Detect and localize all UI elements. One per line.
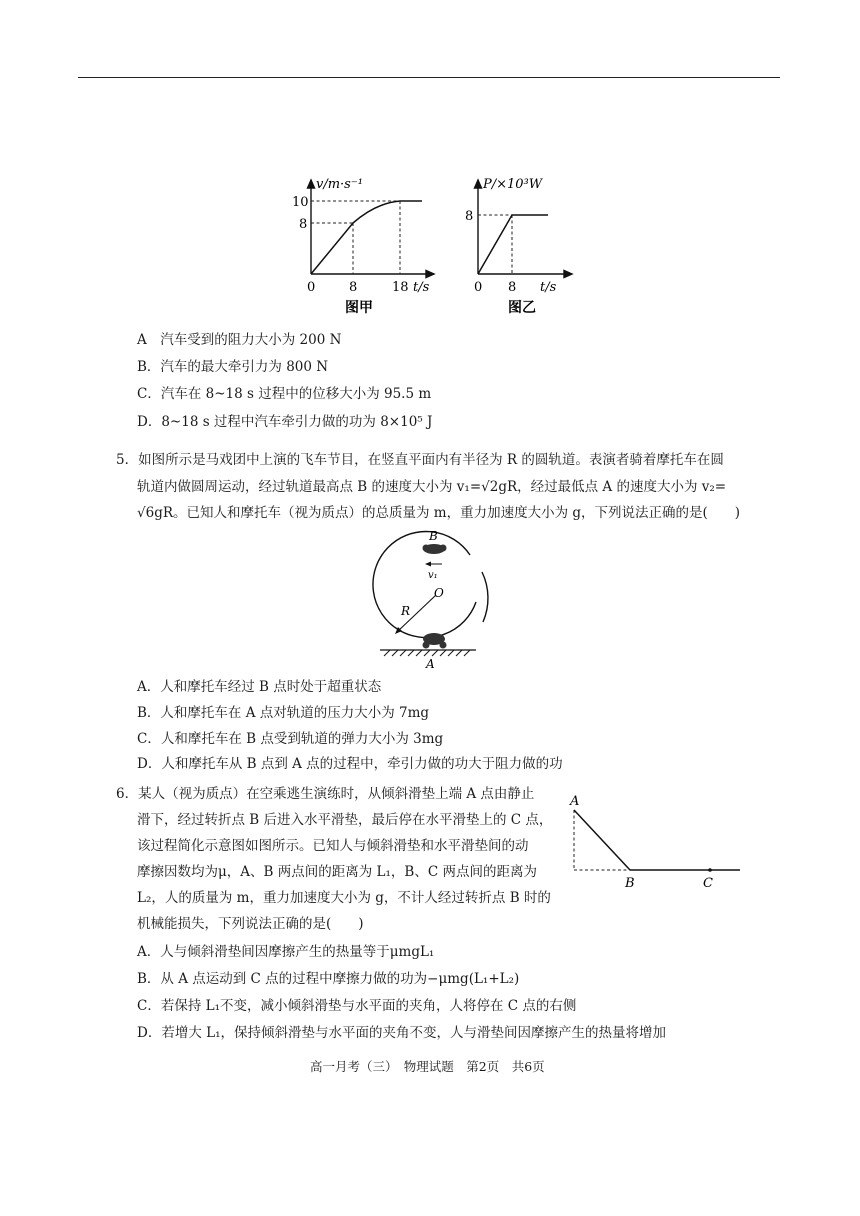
header-rule	[78, 77, 780, 78]
y-axis-label: v/m·s⁻¹	[316, 177, 363, 192]
q6-option-a: A．人与倾斜滑垫间因摩擦产生的热量等于μmgL₁	[137, 944, 435, 960]
q4-option-c: C．汽车在 8~18 s 过程中的位移大小为 95.5 m	[137, 386, 432, 402]
label-v1: v₁	[428, 570, 438, 581]
q5-stem-line3: √6gR。已知人和摩托车（视为质点）的总质量为 m，重力加速度大小为 g，下列说法正确的是( )	[137, 505, 741, 521]
q6-option-b: B．从 A 点运动到 C 点的过程中摩擦力做的功为−μmg(L₁+L₂)	[137, 971, 520, 987]
label-a: A	[426, 657, 435, 671]
y-tick-8: 8	[465, 209, 474, 224]
q5-option-c: C．人和摩托车在 B 点受到轨道的弹力大小为 3mg	[137, 731, 444, 747]
x-tick-18: 18	[392, 280, 409, 295]
graph-yi	[460, 172, 590, 322]
label-r: R	[401, 604, 411, 618]
q6-stem-line1: 6．某人（视为质点）在空乘逃生演练时，从倾斜滑垫上端 A 点由静止	[116, 786, 535, 802]
p-t-curve	[478, 215, 548, 274]
slide-figure	[562, 790, 747, 895]
q4-option-a: A 汽车受到的阻力大小为 200 N	[137, 332, 342, 348]
q6-option-c: C．若保持 L₁不变，减小倾斜滑垫与水平面的夹角，人将停在 C 点的右侧	[137, 998, 577, 1014]
q4-option-b: B．汽车的最大牵引力为 800 N	[137, 359, 329, 375]
label-o: O	[434, 586, 444, 600]
x-tick-8: 8	[349, 280, 358, 295]
q5-option-a: A．人和摩托车经过 B 点时处于超重状态	[137, 679, 382, 695]
q6-stem-line5: L₂，人的质量为 m，重力加速度大小为 g，不计人经过转折点 B 时的	[137, 890, 551, 906]
y-tick-10: 10	[292, 195, 309, 210]
label-b: B	[429, 529, 438, 543]
q5-option-b: B．人和摩托车在 A 点对轨道的压力大小为 7mg	[137, 705, 430, 721]
ground-hatching	[384, 650, 470, 656]
caption: 图甲	[345, 300, 373, 316]
q6-stem-line4: 摩擦因数均为μ，A、B 两点间的距离为 L₁，B、C 两点间的距离为	[137, 864, 537, 880]
label-c: C	[703, 876, 713, 891]
x-axis-label: t/s	[540, 280, 557, 295]
x-tick-0: 0	[474, 280, 483, 295]
loop-track-figure	[370, 522, 500, 672]
x-axis-label: t/s	[413, 280, 430, 295]
q5-stem-line1: 5．如图所示是马戏团中上演的飞车节目，在竖直平面内有半径为 R 的圆轨道。表演者骑着摩托车在圆	[116, 452, 724, 468]
inclined-slide	[574, 810, 630, 870]
v-t-curve	[311, 201, 422, 274]
label-a: A	[570, 794, 580, 809]
q6-option-d: D．若增大 L₁，保持倾斜滑垫与水平面的夹角不变，人与滑垫间因摩擦产生的热量将增加	[137, 1025, 666, 1041]
page-footer: 高一月考（三） 物理试题 第2页 共6页	[310, 1059, 545, 1074]
x-tick-8: 8	[508, 280, 517, 295]
track-outer-arc	[482, 572, 488, 622]
y-axis-label: P/×10³W	[483, 177, 543, 192]
label-b: B	[625, 876, 635, 891]
graph-jia	[290, 172, 440, 322]
q6-stem-line6: 机械能损失，下列说法正确的是( )	[137, 916, 364, 932]
q6-stem-line2: 滑下，经过转折点 B 后进入水平滑垫，最后停在水平滑垫上的 C 点，	[137, 812, 553, 828]
caption: 图乙	[508, 300, 536, 316]
y-tick-8: 8	[299, 217, 308, 232]
motorcycle-top	[423, 544, 447, 554]
q6-stem-line3: 该过程简化示意图如图所示。已知人与倾斜滑垫和水平滑垫间的动	[137, 838, 529, 854]
q4-option-d: D．8~18 s 过程中汽车牵引力做的功为 8×10⁵ J	[137, 414, 433, 430]
x-tick-0: 0	[307, 280, 316, 295]
q5-option-d: D．人和摩托车从 B 点到 A 点的过程中，牵引力做的功大于阻力做的功	[137, 756, 563, 772]
q5-stem-line2: 轨道内做圆周运动，经过轨道最高点 B 的速度大小为 v₁=√2gR，经过最低点 A 的速度大小为 v₂=	[137, 479, 727, 495]
